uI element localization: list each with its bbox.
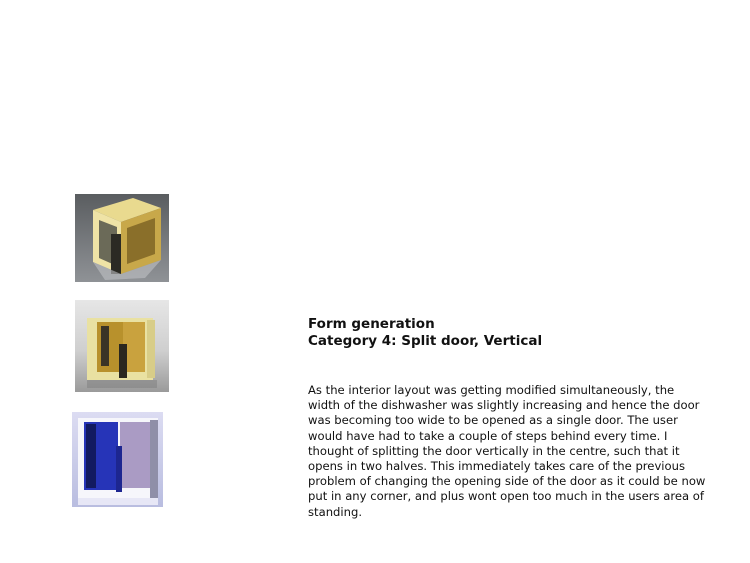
heading-title: Form generation xyxy=(308,316,435,332)
description-paragraph: As the interior layout was getting modified simultaneously, the width of the dishwasher was slightly increasing and hence the door was becoming too wide to be opened as a single door. The user would have had to take a couple of steps behind every time. I thought of splitting the door vertically in the centre, such that it opens in two halves. This immediately takes care of the previous problem of changing the opening side of the door as it could be now put in any corner, and plus wont open too much in the users area of standing. xyxy=(308,383,706,519)
heading-subtitle: Category 4: Split door, Vertical xyxy=(308,333,543,349)
yellow-frame-render-image xyxy=(75,194,169,282)
yellow-cube-render-image xyxy=(75,300,169,392)
section-heading xyxy=(308,316,542,350)
blue-lit-cube-render-image xyxy=(72,412,163,507)
